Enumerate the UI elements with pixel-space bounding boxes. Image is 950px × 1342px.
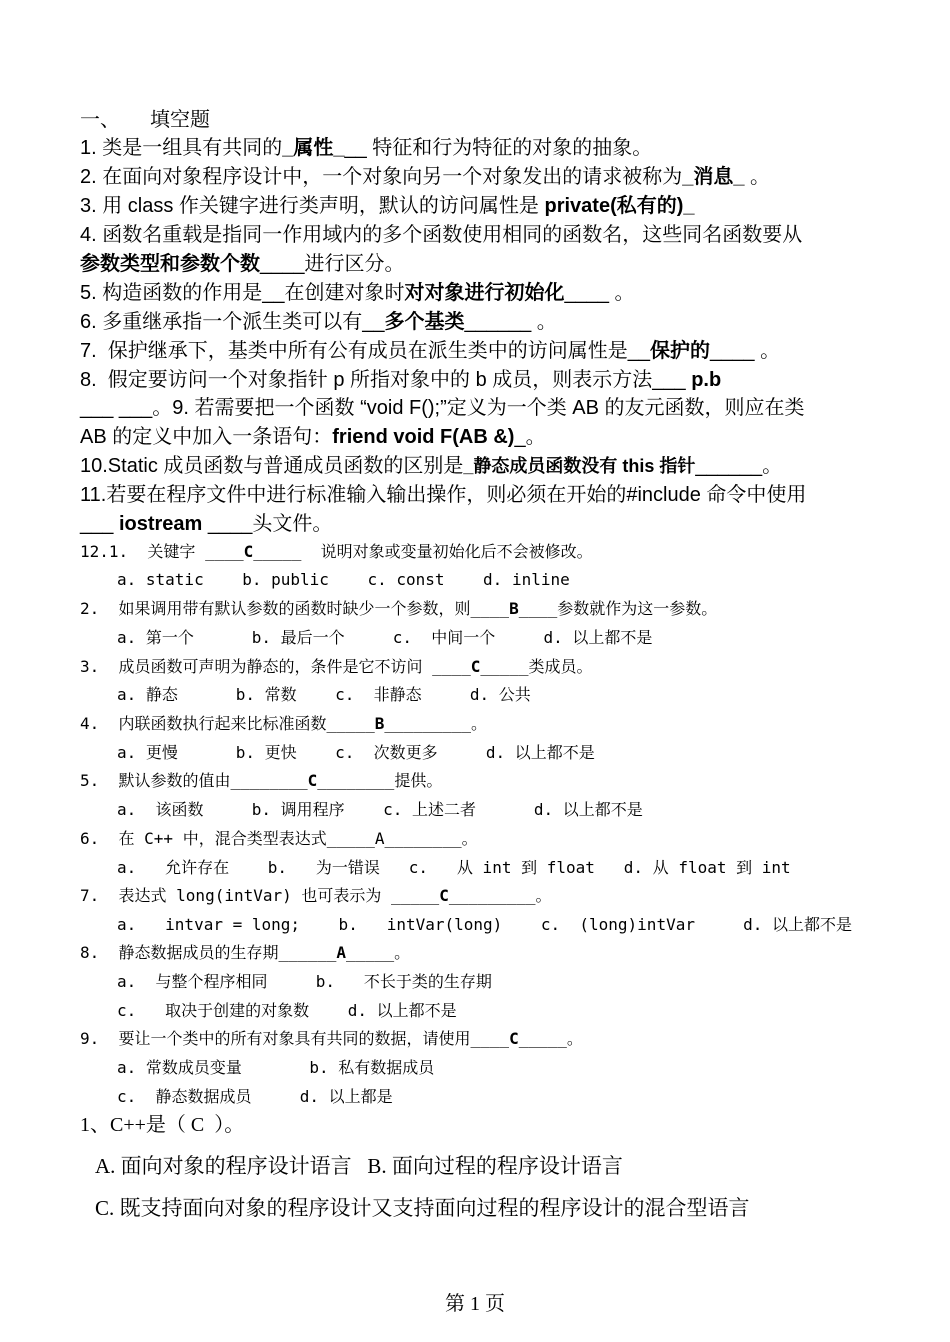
fill-line-5: 5. 构造函数的作用是__在创建对象时对对象进行初始化____ 。 bbox=[80, 282, 635, 304]
answer: 多个基类 bbox=[384, 311, 465, 333]
answer: B bbox=[374, 714, 385, 733]
answer: _静态成员函数没有 this 指针 bbox=[463, 456, 696, 476]
mc-options-9b: c. 静态数据成员 d. 以上都是 bbox=[117, 1087, 393, 1106]
page-footer: 第 1 页 bbox=[445, 1293, 505, 1315]
mc-question-5: 5. 默认参数的值由________C________提供。 bbox=[80, 771, 443, 790]
answer: iostream bbox=[118, 513, 203, 535]
answer: friend void F(AB &) bbox=[332, 426, 515, 448]
mc-question-2: 2. 如果调用带有默认参数的函数时缺少一个参数，则____B____参数就作为这一参数。 bbox=[80, 599, 718, 618]
answer: private(私有的)_ bbox=[544, 195, 695, 217]
answer: p.b bbox=[691, 369, 722, 391]
final-options-line-1: A. 面向对象的程序设计语言 B. 面向过程的程序设计语言 bbox=[95, 1154, 623, 1178]
fill-line-11b: ___ iostream ____头文件。 bbox=[80, 513, 333, 535]
mc-options-9a: a. 常数成员变量 b. 私有数据成员 bbox=[117, 1058, 435, 1077]
mc-options-7: a. intvar = long; b. intVar(long) c. (long)intVar d. 以上都不是 bbox=[117, 915, 853, 934]
mc-question-6: 6. 在 C++ 中，混合类型表达式_____A________。 bbox=[80, 829, 478, 848]
mc-question-4: 4. 内联函数执行起来比标准函数_____B_________。 bbox=[80, 714, 488, 733]
answer: A bbox=[336, 943, 346, 962]
fill-line-1: 1. 类是一组具有共同的_属性___ 特征和行为特征的对象的抽象。 bbox=[80, 137, 653, 159]
mc-options-4: a. 更慢 b. 更快 c. 次数更多 d. 以上都不是 bbox=[117, 743, 595, 762]
fill-line-2: 2. 在面向对象程序设计中，一个对象向另一个对象发出的请求被称为_消息_ 。 bbox=[80, 166, 771, 188]
fill-line-6: 6. 多重继承指一个派生类可以有__多个基类______ 。 bbox=[80, 311, 557, 333]
final-question: 1、C++是（ C ）。 bbox=[80, 1114, 245, 1136]
answer: B bbox=[509, 599, 519, 618]
fill-line-10: 10.Static 成员函数与普通成员函数的区别是_静态成员函数没有 this 指针______。 bbox=[80, 455, 783, 477]
fill-line-3: 3. 用 class 作关键字进行类声明，默认的访问属性是 private(私有的)_ bbox=[80, 195, 695, 217]
answer: C bbox=[243, 542, 254, 561]
mc-question-3: 3. 成员函数可声明为静态的，条件是它不访问 ____C_____类成员。 bbox=[80, 657, 593, 676]
mc-question-7: 7. 表达式 long(intVar) 也可表示为 _____C_________。 bbox=[80, 886, 552, 905]
answer: _消息_ bbox=[682, 166, 745, 188]
answer: C bbox=[509, 1029, 519, 1048]
fill-line-7: 7. 保护继承下，基类中所有公有成员在派生类中的访问属性是__保护的____ 。 bbox=[80, 340, 781, 362]
mc-options-8a: a. 与整个程序相同 b. 不长于类的生存期 bbox=[117, 972, 492, 991]
fill-line-8: 8. 假定要访问一个对象指针 p 所指对象中的 b 成员，则表示方法___ p.b bbox=[80, 369, 722, 391]
answer: C bbox=[439, 886, 449, 905]
fill-line-4b: 参数类型和参数个数____进行区分。 bbox=[80, 253, 405, 275]
mc-options-3: a. 静态 b. 常数 c. 非静态 d. 公共 bbox=[117, 685, 531, 704]
fill-line-9: ___ ___。9. 若需要把一个函数 “void F();”定义为一个类 AB 的友元函数，则应在类 bbox=[80, 397, 805, 419]
answer: C bbox=[307, 771, 318, 790]
final-options-line-2: C. 既支持面向对象的程序设计又支持面向过程的程序设计的混合型语言 bbox=[95, 1196, 750, 1220]
fill-line-11: 11.若要在程序文件中进行标准输入输出操作，则必须在开始的#include 命令中使用 bbox=[80, 484, 807, 506]
fill-line-9b: AB 的定义中加入一条语句：friend void F(AB &)_。 bbox=[80, 426, 546, 448]
section-heading: 一、 填空题 bbox=[80, 109, 210, 131]
mc-options-6: a. 允许存在 b. 为一错误 c. 从 int 到 float d. 从 float 到 int bbox=[117, 858, 791, 877]
mc-options-5: a. 该函数 b. 调用程序 c. 上述二者 d. 以上都不是 bbox=[117, 800, 643, 819]
answer: 保护的 bbox=[650, 340, 711, 362]
mc-options-1: a. static b. public c. const d. inline bbox=[117, 570, 570, 589]
mc-question-8: 8. 静态数据成员的生存期______A_____。 bbox=[80, 943, 411, 962]
answer: 对对象进行初始化 bbox=[404, 282, 565, 304]
mc-options-2: a. 第一个 b. 最后一个 c. 中间一个 d. 以上都不是 bbox=[117, 628, 653, 647]
mc-options-8b: c. 取决于创建的对象数 d. 以上都不是 bbox=[117, 1001, 457, 1020]
fill-line-4: 4. 函数名重载是指同一作用域内的多个函数使用相同的函数名，这些同名函数要从 bbox=[80, 224, 803, 246]
answer: _属性_ bbox=[282, 137, 345, 159]
answer: A bbox=[374, 829, 385, 848]
mc-question-1: 12.1. 关键字 ____C_____ 说明对象或变量初始化后不会被修改。 bbox=[80, 542, 593, 561]
mc-question-9: 9. 要让一个类中的所有对象具有共同的数据，请使用____C_____。 bbox=[80, 1029, 583, 1048]
answer: 参数类型和参数个数 bbox=[80, 253, 260, 275]
answer: C bbox=[470, 657, 481, 676]
